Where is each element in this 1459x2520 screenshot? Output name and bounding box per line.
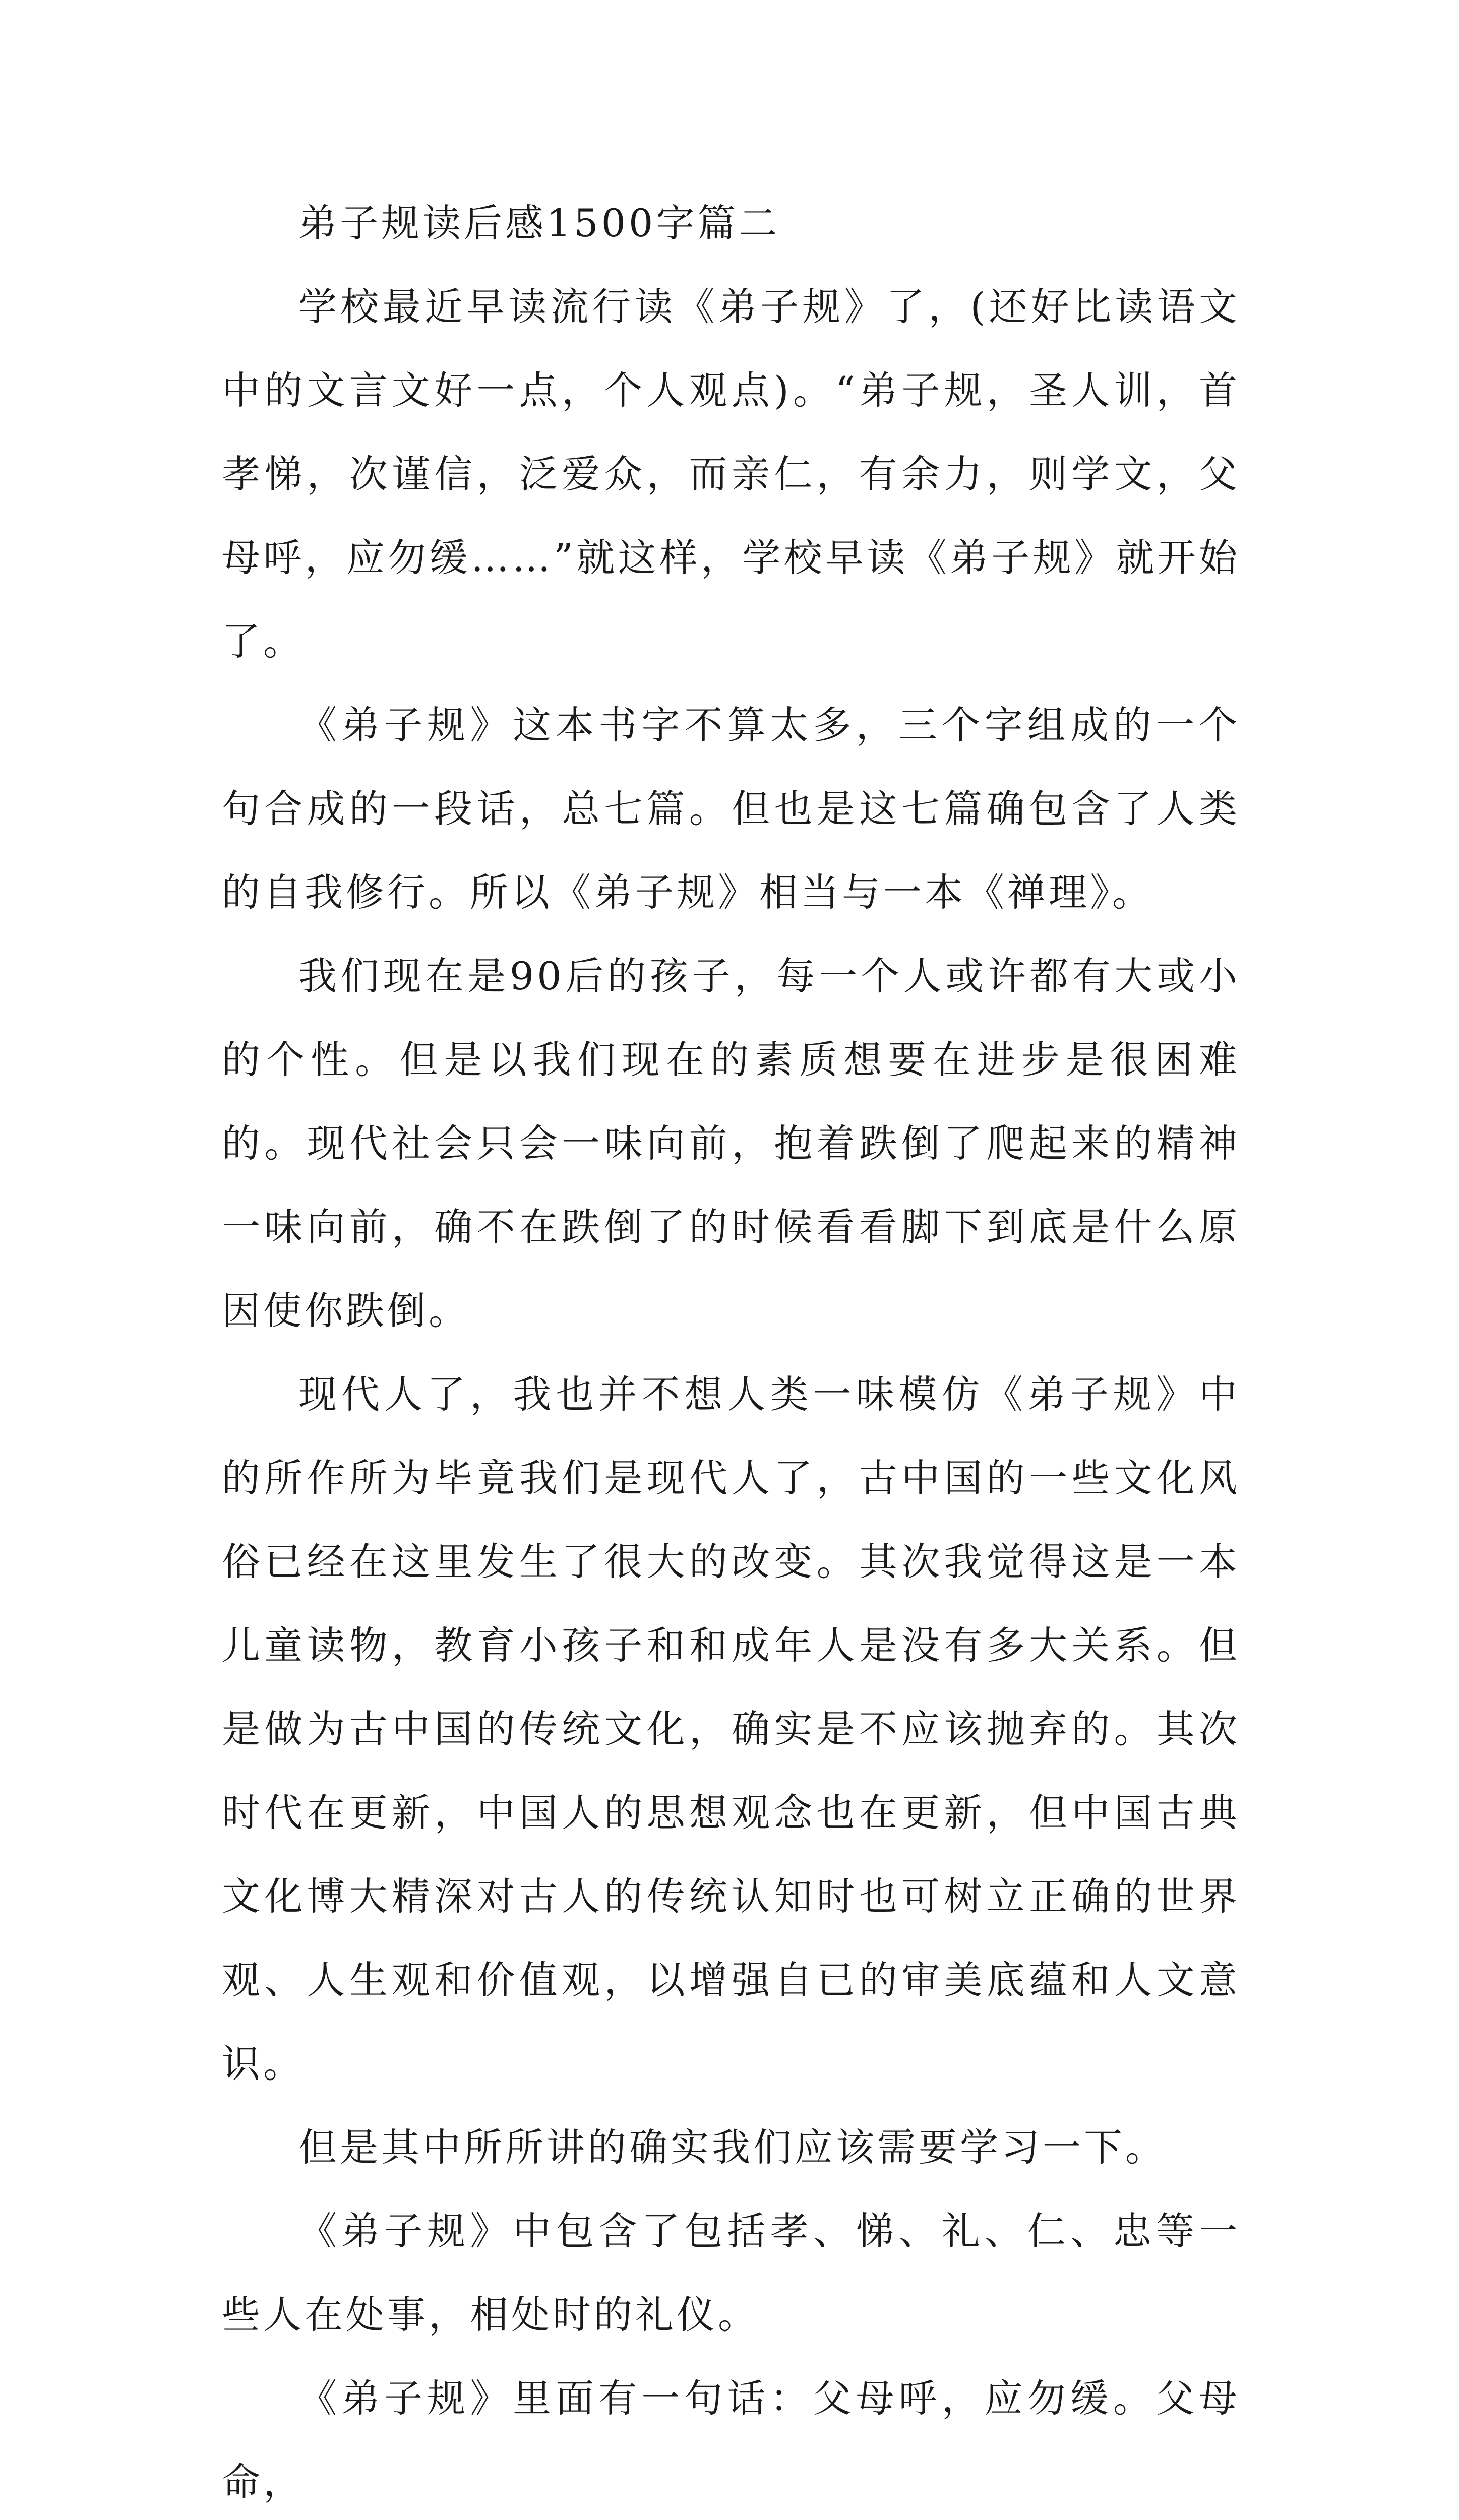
paragraph-5: 但是其中所所讲的确实我们应该需要学习一下。 bbox=[298, 2125, 1167, 2170]
paragraph-4: 现代人了，我也并不想人类一味模仿《弟子规》中的所作所为毕竟我们是现代人了，古中国的一些文化风俗已经在这里发生了很大的改变。其次我觉得这是一本儿童读物，教育小孩子和和成年人是没有多大关系。但是做为古中国的传统文化，确实是不应该抛弃的。其次时代在更新，中国人的思想观念也在更新，但中国古典文化博大精深对古人的传统认知时也可树立正确的世界观、人生观和价值观，以增强自已的审美底蕴和人文意识。 bbox=[222, 1372, 1240, 2086]
document-title: 弟子规读后感1500字篇二 bbox=[298, 201, 780, 245]
paragraph-3: 我们现在是90后的孩子，每一个人或许都有大或小的个性。但是以我们现在的素质想要在进步是很困难的。现代社会只会一味向前，抱着跌倒了爬起来的精神一味向前，确不在跌倒了的时候看看脚下到底是什么原因使你跌倒。 bbox=[222, 954, 1240, 1333]
paragraph-1: 学校最近早读流行读《弟子规》了，(还好比读语文中的文言文好一点，个人观点)。“弟子规，圣人训，首孝悌，次谨信，泛爱众，而亲仁，有余力，则学文，父母呼，应勿缓……”就这样，学校早读《弟子规》就开始了。 bbox=[222, 284, 1240, 664]
paragraph-2: 《弟子规》这本书字不算太多，三个字组成的一个句合成的一段话，总七篇。但也是这七篇确包含了人类的自我修行。所以《弟子规》相当与一本《禅理》。 bbox=[222, 703, 1240, 915]
document-body bbox=[222, 181, 1240, 2520]
paragraph-7: 《弟子规》里面有一句话：父母呼，应勿缓。父母命， bbox=[222, 2376, 1240, 2504]
paragraph-6: 《弟子规》中包含了包括孝、悌、礼、仁、忠等一些人在处事，相处时的礼仪。 bbox=[222, 2209, 1240, 2337]
